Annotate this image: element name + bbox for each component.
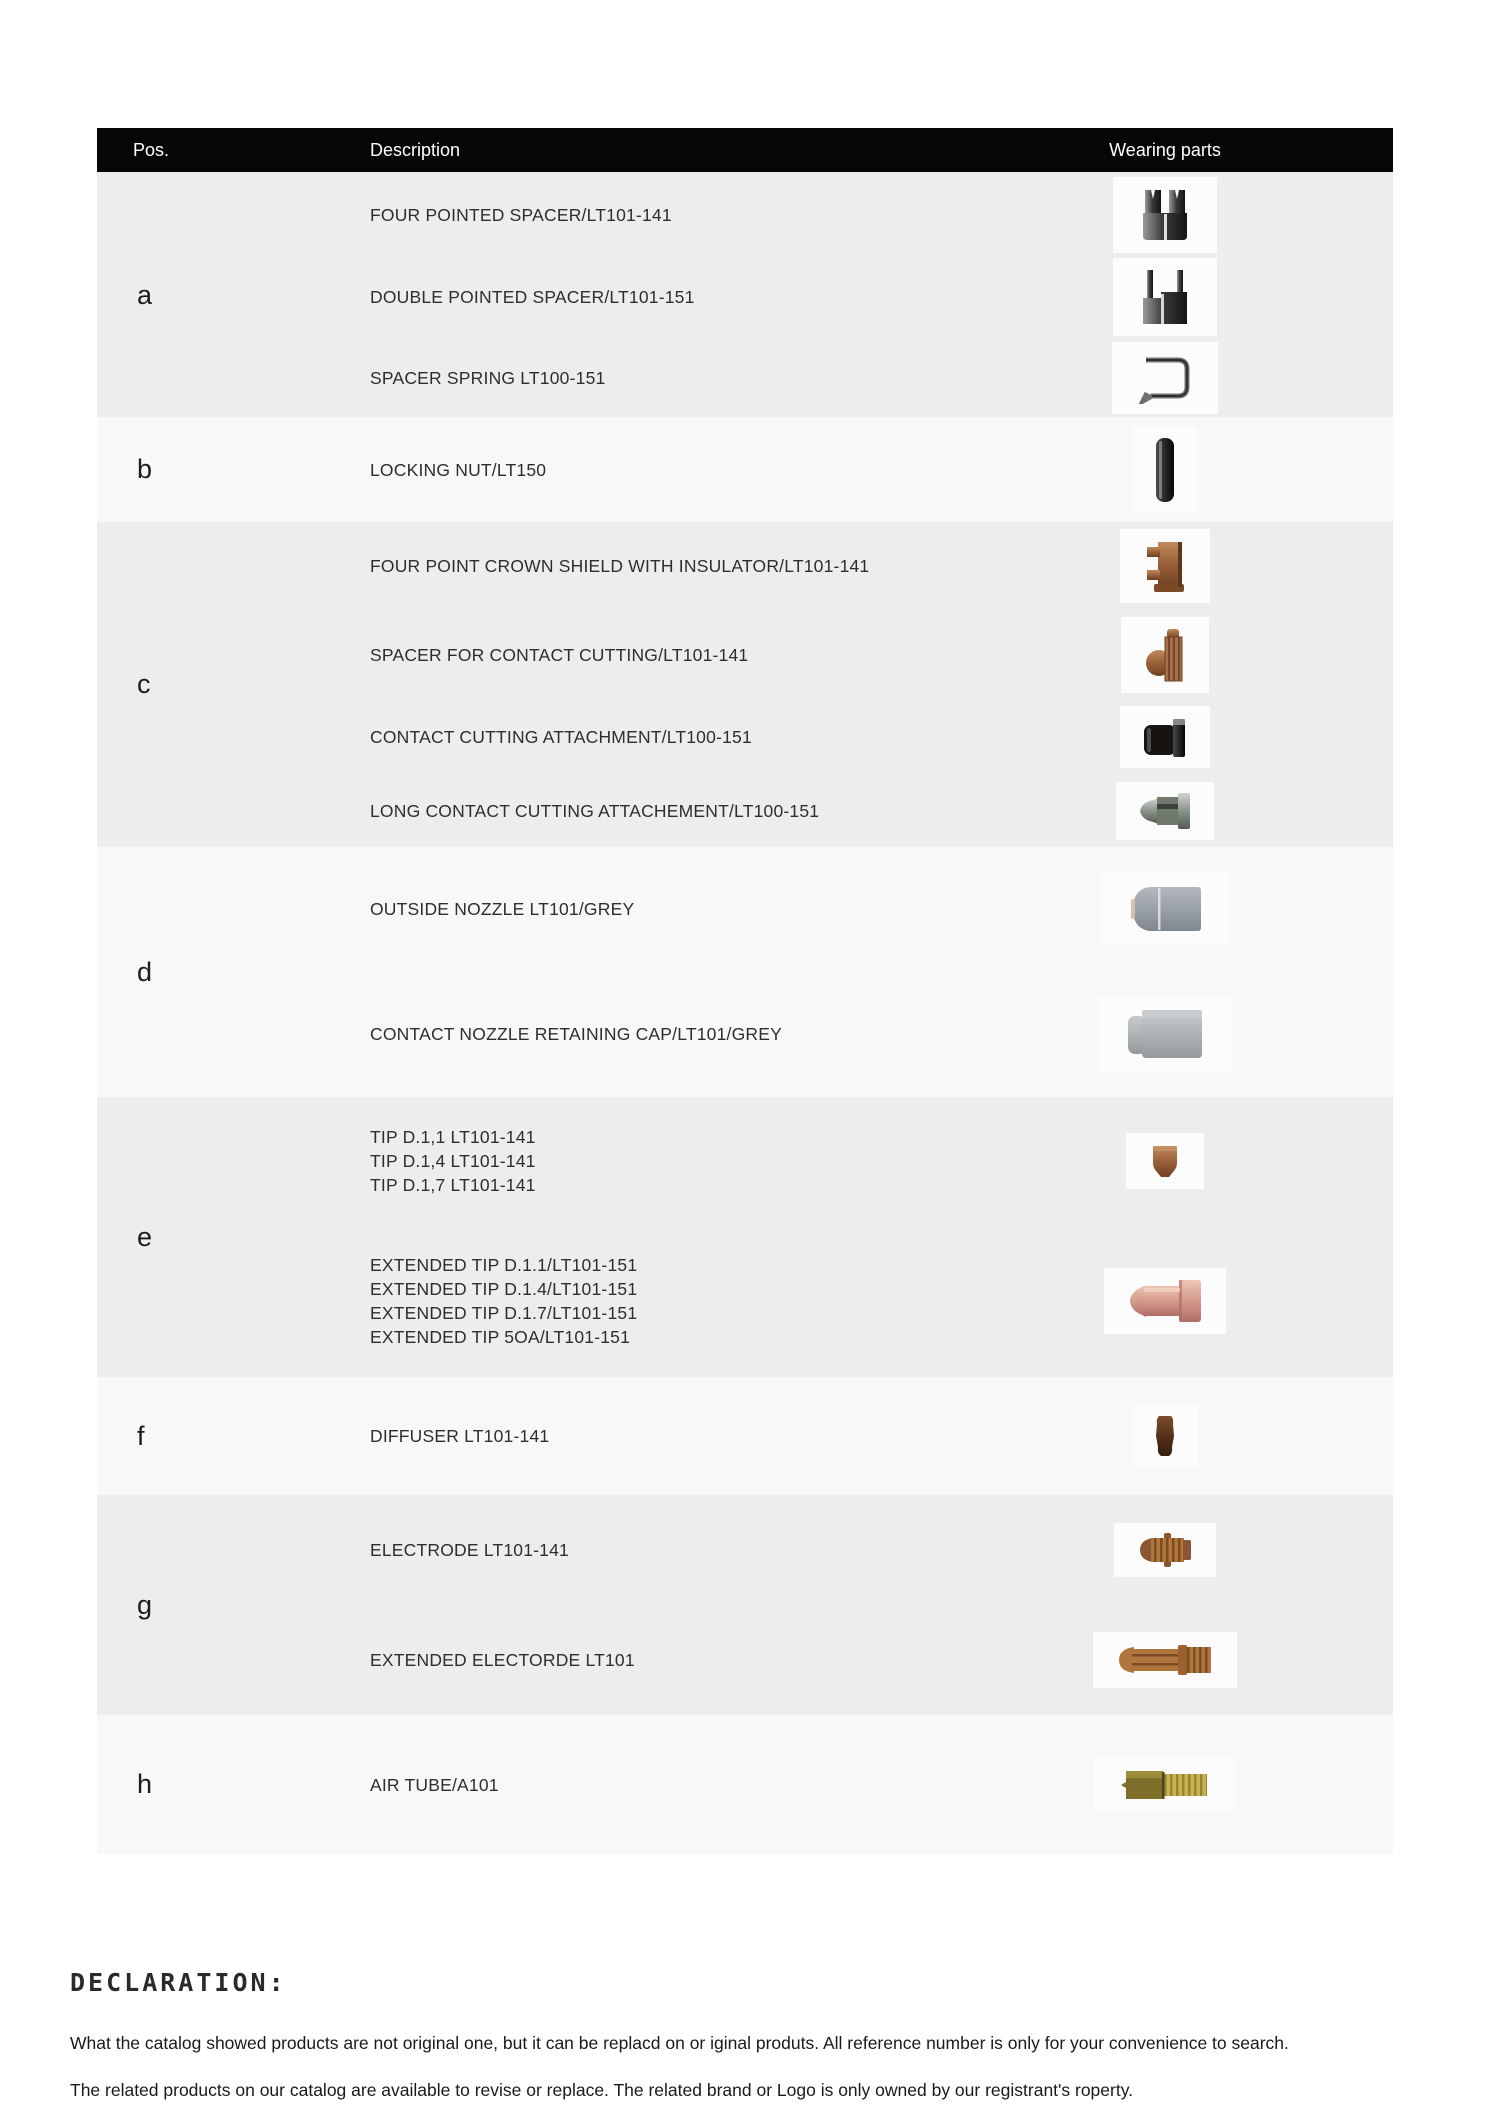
part-description: ELECTRODE LT101-141	[370, 1539, 569, 1560]
pos-label: e	[137, 1221, 153, 1252]
part-item	[370, 1125, 1393, 1197]
declaration-heading: DECLARATION:	[70, 1968, 287, 1997]
part-item	[370, 706, 1393, 768]
part-item	[370, 1632, 1393, 1688]
pos-label: g	[137, 1589, 153, 1620]
part-item	[370, 1253, 1393, 1349]
part-description	[370, 1253, 1025, 1349]
table-row-a	[97, 174, 1393, 417]
part-description	[370, 1125, 1025, 1197]
declaration-line: What the catalog showed products are not original one, but it can be replacd on or iginal produts. All reference number is only for your convenience to search.	[70, 2033, 1289, 2053]
pos-label: d	[137, 956, 153, 987]
table-row-b	[97, 417, 1393, 522]
part-item	[370, 782, 1393, 840]
pos-label: b	[137, 454, 153, 484]
image-air-tube	[1094, 1758, 1236, 1812]
part-item	[370, 617, 1393, 693]
part-description-line: EXTENDED TIP D.1.1/LT101-151	[370, 1255, 638, 1275]
part-description: DIFFUSER LT101-141	[370, 1426, 550, 1446]
table-row-g	[97, 1495, 1393, 1715]
image-extended-electrode	[1093, 1632, 1237, 1688]
part-description: CONTACT NOZZLE RETAINING CAP/LT101/GREY	[370, 1024, 782, 1044]
image-contact-nozzle-retaining-cap	[1099, 997, 1231, 1071]
part-description: EXTENDED ELECTORDE LT101	[370, 1649, 635, 1670]
header-wearing-parts: Wearing parts	[1109, 139, 1221, 160]
pos-label: f	[137, 1420, 145, 1451]
image-four-point-crown-shield	[1120, 529, 1210, 603]
part-item	[370, 1758, 1393, 1812]
part-description: CONTACT CUTTING ATTACHMENT/LT100-151	[370, 727, 752, 748]
part-description: AIR TUBE/A101	[370, 1774, 499, 1795]
part-item	[370, 873, 1393, 945]
image-locking-nut	[1133, 427, 1197, 513]
image-spacer-for-contact-cutting	[1121, 617, 1209, 693]
table-row-d	[97, 847, 1393, 1097]
part-item	[370, 1404, 1393, 1468]
part-description: DOUBLE POINTED SPACER/LT101-151	[370, 287, 695, 308]
part-item	[370, 529, 1393, 603]
wearing-parts-table	[97, 128, 1393, 1854]
pos-label: a	[137, 280, 153, 310]
part-description-line: EXTENDED TIP D.1.4/LT101-151	[370, 1279, 638, 1299]
table-row-e	[97, 1097, 1393, 1377]
part-description: LONG CONTACT CUTTING ATTACHEMENT/LT100-151	[370, 801, 820, 822]
part-item	[370, 342, 1393, 414]
part-description: LOCKING NUT/LT150	[370, 459, 547, 480]
part-description-line: TIP D.1,1 LT101-141	[370, 1127, 536, 1147]
part-item	[370, 427, 1393, 513]
pos-label: c	[137, 669, 151, 699]
table-row-f	[97, 1377, 1393, 1495]
image-extended-tip	[1104, 1268, 1226, 1334]
header-description: Description	[370, 139, 461, 160]
part-description: SPACER SPRING LT100-151	[370, 368, 606, 389]
part-description-line: EXTENDED TIP D.1.7/LT101-151	[370, 1303, 638, 1323]
image-four-pointed-spacer	[1113, 177, 1217, 253]
image-outside-nozzle	[1101, 873, 1229, 945]
image-spacer-spring	[1112, 342, 1218, 414]
image-diffuser	[1132, 1404, 1198, 1468]
part-description-line: EXTENDED TIP 5OA/LT101-151	[370, 1327, 631, 1347]
part-item	[370, 997, 1393, 1071]
part-description-line: TIP D.1,4 LT101-141	[370, 1151, 536, 1171]
table-row-h	[97, 1715, 1393, 1854]
image-contact-cutting-attachment	[1120, 706, 1210, 768]
declaration-section	[70, 1968, 1500, 2125]
image-tip	[1126, 1133, 1204, 1189]
pos-label: h	[137, 1769, 153, 1799]
part-description: FOUR POINT CROWN SHIELD WITH INSULATOR/LT101-141	[370, 555, 870, 576]
part-description: FOUR POINTED SPACER/LT101-141	[370, 204, 672, 225]
part-item	[370, 177, 1393, 253]
table-header-row	[97, 128, 1393, 174]
table-row-c	[97, 522, 1393, 847]
part-item	[370, 258, 1393, 336]
image-long-contact-cutting-attachment	[1116, 782, 1214, 840]
image-electrode	[1114, 1523, 1216, 1577]
declaration-line: The related products on our catalog are available to revise or replace. The related brand or Logo is only owned by our registrant's roperty.	[70, 2080, 1134, 2100]
part-item	[370, 1523, 1393, 1577]
image-double-pointed-spacer	[1113, 258, 1217, 336]
part-description: OUTSIDE NOZZLE LT101/GREY	[370, 899, 635, 919]
header-pos: Pos.	[133, 139, 170, 160]
part-description: SPACER FOR CONTACT CUTTING/LT101-141	[370, 644, 749, 665]
part-description-line: TIP D.1,7 LT101-141	[370, 1175, 536, 1195]
